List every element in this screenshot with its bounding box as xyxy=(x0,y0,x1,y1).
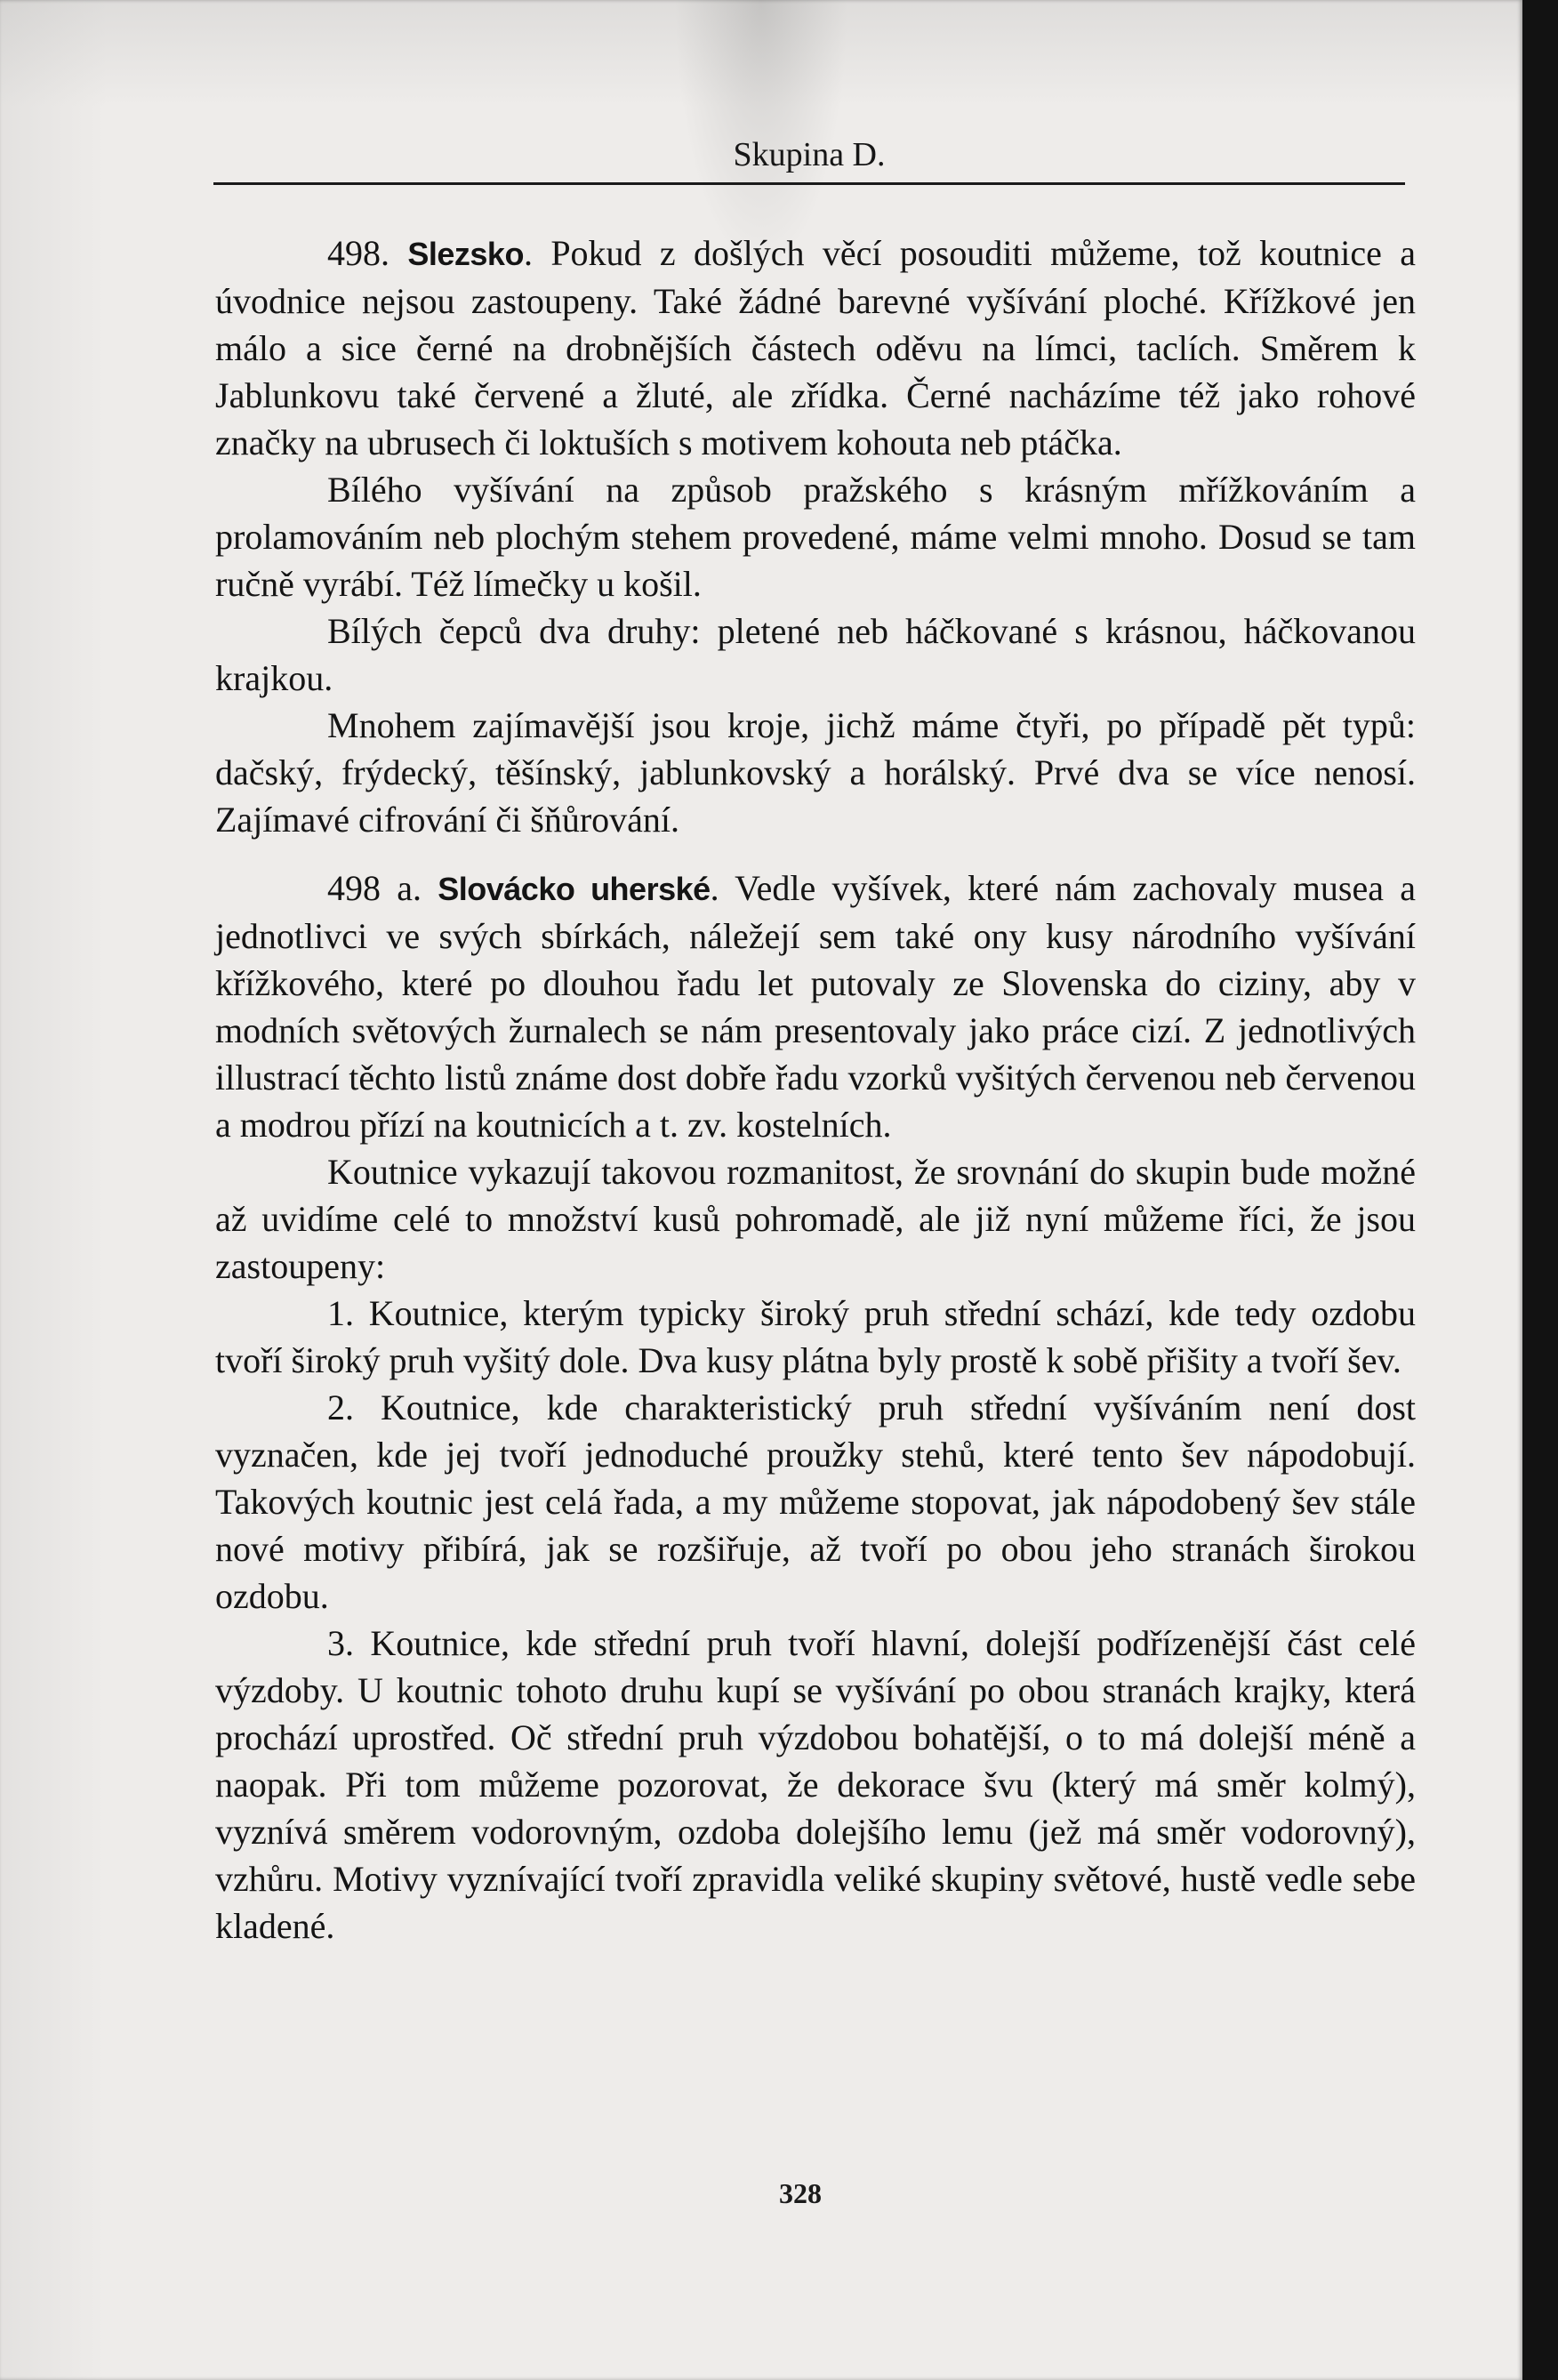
paragraph: 2. Koutnice, kde charakteristický pruh střední vyšíváním není dost vyznačen, kde jej tvoří jednoduché proužky stehů, které tento šev nápodobují. Takových koutnic jest celá řada, a my můžeme stopovat, jak nápodobený šev stále nové motivy přibírá, jak se rozšiřuje, až tvoří po obou jeho stranách širokou ozdobu. xyxy=(215,1387,1416,1616)
running-header: Skupina D. xyxy=(733,136,886,173)
section-heading: Slezsko xyxy=(407,236,524,272)
header-rule xyxy=(213,182,1405,185)
scan-edge xyxy=(1522,0,1558,2380)
paragraph: Bílého vyšívání na způsob pražského s krásným mřížkováním a prolamováním neb plochým stehem provedené, máme velmi mnoho. Dosud se tam ručně vyrábí. Též límečky u košil. xyxy=(215,470,1416,604)
paragraph-text: . Vedle vyšívek, které nám zachovaly musea a jednotlivci ve svých sbírkách, náležejí sem také ony kusy národního vyšívání křížkového, které po dlouhou řadu let putovaly ze Slovenska do ciziny, aby v modních světových žurnalech se nám presentovaly jako práce cizí. Z jednotlivých illustrací těchto listů známe dost dobře řadu vzorků vyšitých červenou neb červenou a modrou přízí na koutnicích a t. zv. kostelních. xyxy=(215,868,1416,1145)
paragraph: Bílých čepců dva druhy: pletené neb háčkované s krásnou, háčkovanou krajkou. xyxy=(215,611,1416,698)
paragraph: Koutnice vykazují takovou rozmanitost, že srovnání do skupin bude možné až uvidíme celé to množství kusů pohromadě, ale již nyní můžeme říci, že jsou zastoupeny: xyxy=(215,1152,1416,1286)
paragraph: Mnohem zajímavější jsou kroje, jichž máme čtyři, po případě pět typů: dačský, frýdecký, těšínský, jablunkovský a horálský. Prvé dva se více nenosí. Zajímavé cifrování či šňůrování. xyxy=(215,705,1416,840)
paragraph xyxy=(215,229,1416,466)
section-heading: Slovácko uherské xyxy=(438,871,711,907)
paragraph-text: . Pokud z došlých věcí posouditi můžeme, tož koutnice a úvodnice nejsou zastoupeny. Také žádné barevné vyšívání ploché. Křížkové jen málo a sice černé na drobnějších částech oděvu na límci, taclích. Směrem k Jablunkovu také červené a žluté, ale zřídka. Černé nacházíme též jako rohové značky na ubrusech či loktuších s motivem kohouta neb ptáčka. xyxy=(215,233,1417,462)
section-number: 498. xyxy=(327,233,390,273)
page-number: 328 xyxy=(779,2177,822,2209)
paragraph: 1. Koutnice, kterým typicky široký pruh střední schází, kde tedy ozdobu tvoří široký pruh vyšitý dole. Dva kusy plátna byly prostě k sobě přišity a tvoří šev. xyxy=(215,1293,1416,1380)
page-body xyxy=(215,229,1416,1950)
paragraph: 3. Koutnice, kde střední pruh tvoří hlavní, dolejší podřízenější část celé výzdoby. U koutnic tohoto druhu kupí se vyšívání po obou stranách krajky, která prochází uprostřed. Oč střední pruh výzdobou bohatější, o to má dolejší méně a naopak. Při tom můžeme pozorovat, že dekorace švu (který má směr kolmý), vyznívá směrem vodorovným, ozdoba dolejšího lemu (jež má směr vodorovný), vzhůru. Motivy vyznívající tvoří zpravidla veliké skupiny světové, hustě vedle sebe kladené. xyxy=(215,1623,1416,1946)
paragraph xyxy=(215,864,1416,1148)
section-number: 498 a. xyxy=(327,868,422,908)
